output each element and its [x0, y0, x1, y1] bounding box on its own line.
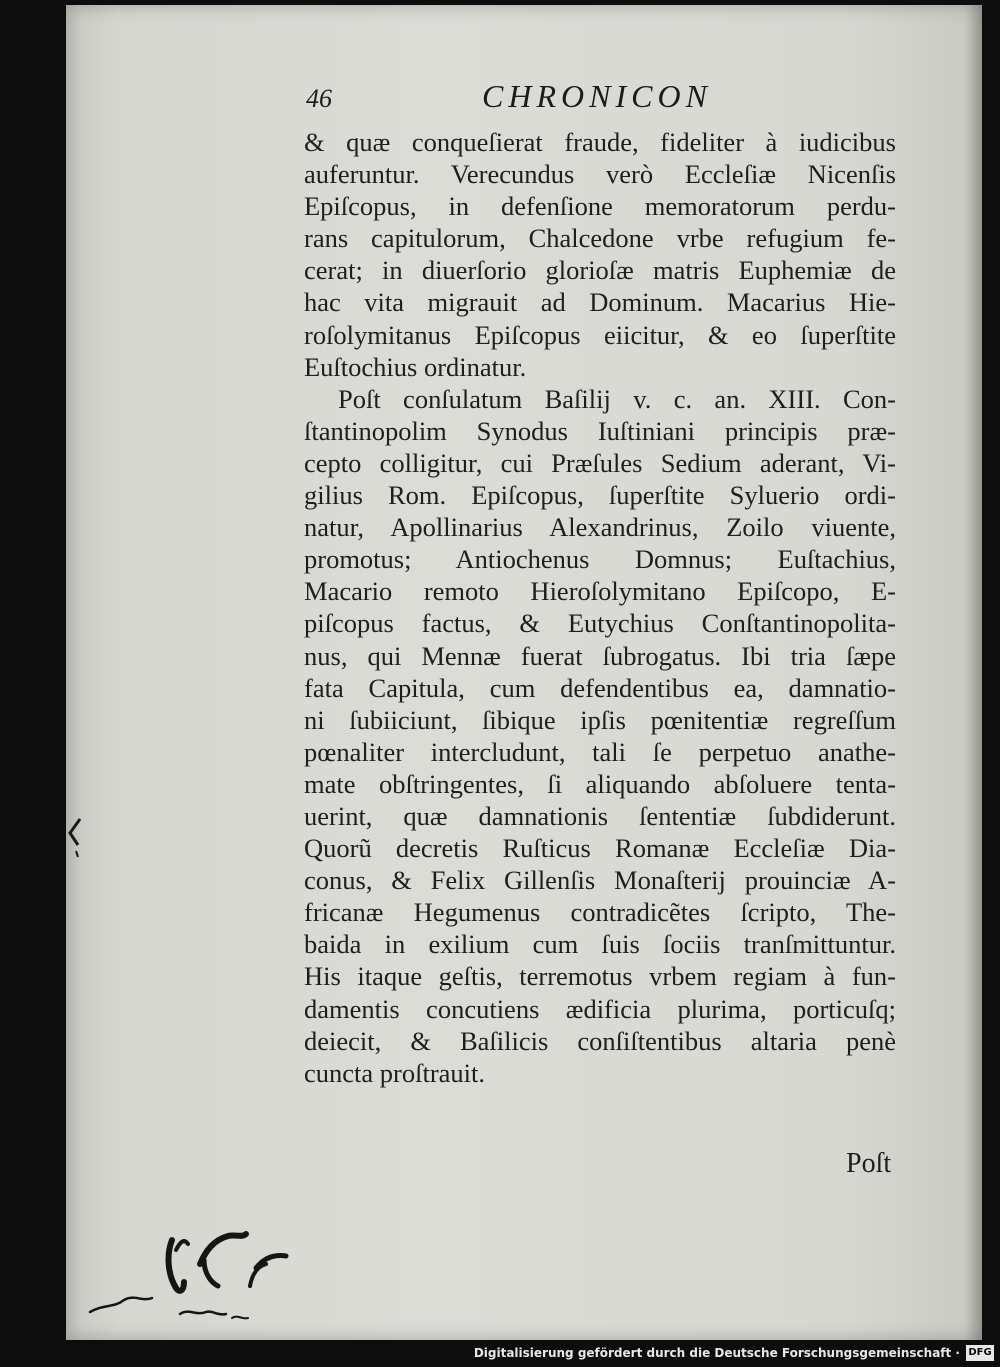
text-line: baida in exilium cum ſuis ſociis tranſmittuntur.	[304, 929, 896, 960]
text-line: roſolymitanus Epiſcopus eiicitur, & eo ſuperſtite	[304, 319, 896, 350]
text-line: cerat; in diuerſorio glorioſæ matris Euphemiæ de	[304, 255, 896, 286]
page-header	[306, 78, 866, 122]
text-line: fata Capitula, cum defendentibus ea, damnatio-	[304, 672, 896, 703]
text-line: promotus; Antiochenus Domnus; Euſtachius,	[304, 544, 896, 575]
text-line: piſcopus factus, & Eutychius Conſtantinopolita-	[304, 608, 896, 639]
text-line: Epiſcopus, in defenſione memoratorum perdu-	[304, 191, 896, 222]
ink-scribble-icon	[80, 1220, 300, 1330]
text-line: fricanæ Hegumenus contradicẽtes ſcripto, The-	[304, 897, 896, 928]
page-number: 46	[306, 84, 332, 113]
text-line: hac vita migrauit ad Dominum. Macarius Hie-	[304, 287, 896, 318]
text-line: cuncta proſtrauit.	[304, 1057, 486, 1088]
text-line: Euſtochius ordinatur.	[304, 351, 527, 382]
text-line: gilius Rom. Epiſcopus, ſuperſtite Syluerio ordi-	[304, 480, 896, 511]
text-line: ſtantinopolim Synodus Iuſtiniani principis præ-	[304, 415, 896, 446]
text-line: Poſt conſulatum Baſilij v. c. an. XIII. Con-	[338, 383, 896, 414]
dfg-logo: DFG	[966, 1345, 994, 1361]
funding-credit: Digitalisierung gefördert durch die Deutsche Forschungsgemeinschaft ·	[473, 1346, 960, 1360]
text-line: & quæ conqueſierat fraude, fideliter à iudicibus	[304, 127, 896, 157]
margin-mark-icon	[64, 815, 88, 865]
text-line: damentis concutiens ædificia plurima, porticuſq;	[304, 993, 896, 1024]
text-line: nus, qui Mennæ fuerat ſubrogatus. Ibi tria ſæpe	[304, 640, 896, 671]
catchword: Poſt	[846, 1148, 892, 1179]
running-title: CHRONICON	[482, 78, 712, 114]
text-line: ni ſubiiciunt, ſibique ipſis pœnitentiæ regreſſum	[304, 704, 896, 735]
text-line: cepto colligitur, cui Præſules Sedium aderant, Vi-	[304, 447, 896, 478]
text-line: pœnaliter intercludunt, tali ſe perpetuo anathe-	[304, 736, 896, 767]
text-line: Quorũ decretis Ruſticus Romanæ Eccleſiæ Dia-	[304, 833, 896, 864]
text-line: deiecit, & Baſilicis conſiſtentibus altaria penè	[304, 1025, 896, 1056]
body-text	[304, 126, 896, 1089]
text-line: mate obſtringentes, ſi aliquando abſoluere tenta-	[304, 768, 896, 799]
text-line: conus, & Felix Gillenſis Monaſterij prouinciæ A-	[304, 865, 896, 896]
page-edge-shadow	[964, 5, 982, 1340]
text-line: His itaque geſtis, terremotus vrbem regiam à fun-	[304, 961, 896, 992]
digitization-footer	[0, 1341, 1000, 1367]
text-line: natur, Apollinarius Alexandrinus, Zoilo viuente,	[304, 512, 896, 543]
text-line: auferuntur. Verecundus verò Eccleſiæ Nicenſis	[304, 159, 896, 190]
text-line: Macario remoto Hieroſolymitano Epiſcopo, E-	[304, 576, 896, 607]
text-line: uerint, quæ damnationis ſententiæ ſubdiderunt.	[304, 800, 896, 831]
text-line: rans capitulorum, Chalcedone vrbe refugium fe-	[304, 223, 896, 254]
